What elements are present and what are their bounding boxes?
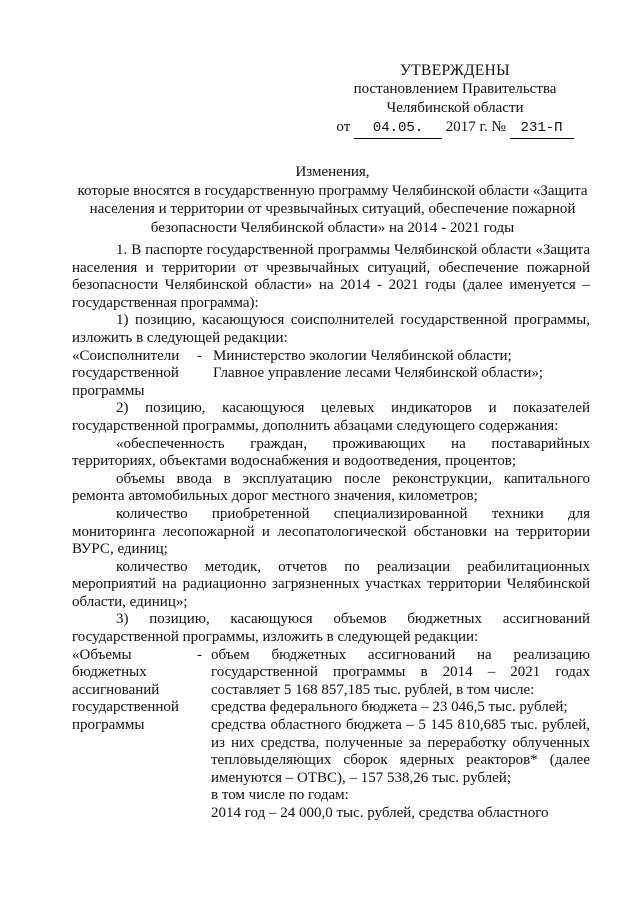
paragraph-8: 3) позицию, касающуюся объемов бюджетных ассигнований государственной программы, изложить в следующей редакции:	[72, 611, 590, 646]
approval-date: 04.05.	[354, 120, 442, 139]
paragraph-4: «обеспеченность граждан, проживающих на поставарийных территориях, объектами водоснабжения и водоотведения, процентов;	[72, 435, 590, 470]
approval-line-1: постановлением Правительства	[353, 81, 557, 97]
budget-total: объем бюджетных ассигнований на реализацию государственной программы в 2014 – 2021 годах составляет 5 168 857,185 тыс. рублей, в том числе:	[211, 646, 590, 698]
co-executors-value	[213, 348, 590, 401]
co-executors-label: «Соисполнители государственной программы	[72, 347, 180, 399]
date-prefix: от	[336, 119, 351, 135]
heading-line-1: Изменения,	[295, 164, 370, 180]
approval-stamp	[330, 62, 580, 138]
heading-line-4: безопасности Челябинской области» на 2014 - 2021 годы	[150, 219, 515, 236]
heading-line-3: населения и территории от чрезвычайных ситуаций, обеспечение пожарной	[89, 201, 576, 217]
co-executor-2: Главное управление лесами Челябинской области»;	[213, 365, 544, 382]
budget-regional: средства областного бюджета – 5 145 810,685 тыс. рублей, из них средства, полученные за переработку облученных тепловыделяющих сборок ядерных реакторов* (далее именуются – ОТВС), – 157 538,26 тыс. рублей;	[211, 717, 590, 786]
paragraph-5: объемы ввода в эксплуатацию после реконструкции, капитального ремонта автомобильных дорог местного значения, километров;	[72, 470, 590, 505]
budget-value	[211, 647, 590, 823]
approval-line-2: Челябинской области	[386, 100, 524, 116]
approval-date-line	[330, 119, 580, 138]
co-executors-row	[72, 348, 590, 401]
paragraph-2: 1) позицию, касающуюся соисполнителей государственной программы, изложить в следующей редакции:	[72, 312, 590, 346]
document-body	[72, 242, 590, 823]
document-heading	[60, 164, 605, 238]
paragraph-3: 2) позицию, касающуюся целевых индикаторов и показателей государственной программы, дополнить абзацами следующего содержания:	[72, 400, 590, 434]
budget-row	[72, 647, 590, 823]
year-text: 2017 г. №	[445, 119, 506, 135]
budget-dash: -	[197, 646, 202, 663]
paragraph-7: количество методик, отчетов по реализации реабилитационных мероприятий на радиационно загрязненных участках территории Челябинской области, единиц»;	[72, 558, 590, 610]
approval-number: 231-П	[510, 120, 574, 139]
budget-by-years-label: в том числе по годам:	[211, 787, 349, 804]
budget-federal: средства федерального бюджета – 23 046,5 тыс. рублей;	[211, 699, 568, 716]
paragraph-1: 1. В паспорте государственной программы Челябинской области «Защита населения и территории от чрезвычайных ситуаций, обеспечение пожарной безопасности Челябинской области» на 2014 - 2021 годы (далее именуется – государственная программа):	[72, 242, 590, 311]
paragraph-6: количество приобретенной специализированной техники для мониторинга лесопожарной и лесопатологической обстановки на территории ВУРС, единиц;	[72, 505, 590, 558]
approval-title: УТВЕРЖДЕНЫ	[400, 62, 510, 79]
heading-line-2: которые вносятся в государственную программу Челябинской области «Защита	[77, 182, 588, 199]
budget-2014: 2014 год – 24 000,0 тыс. рублей, средства областного	[211, 805, 549, 821]
co-executors-dash: -	[197, 347, 202, 364]
co-executor-1: Министерство экологии Челябинской области;	[213, 347, 512, 364]
budget-label: «Объемы бюджетных ассигнований государственной программы	[72, 646, 179, 734]
